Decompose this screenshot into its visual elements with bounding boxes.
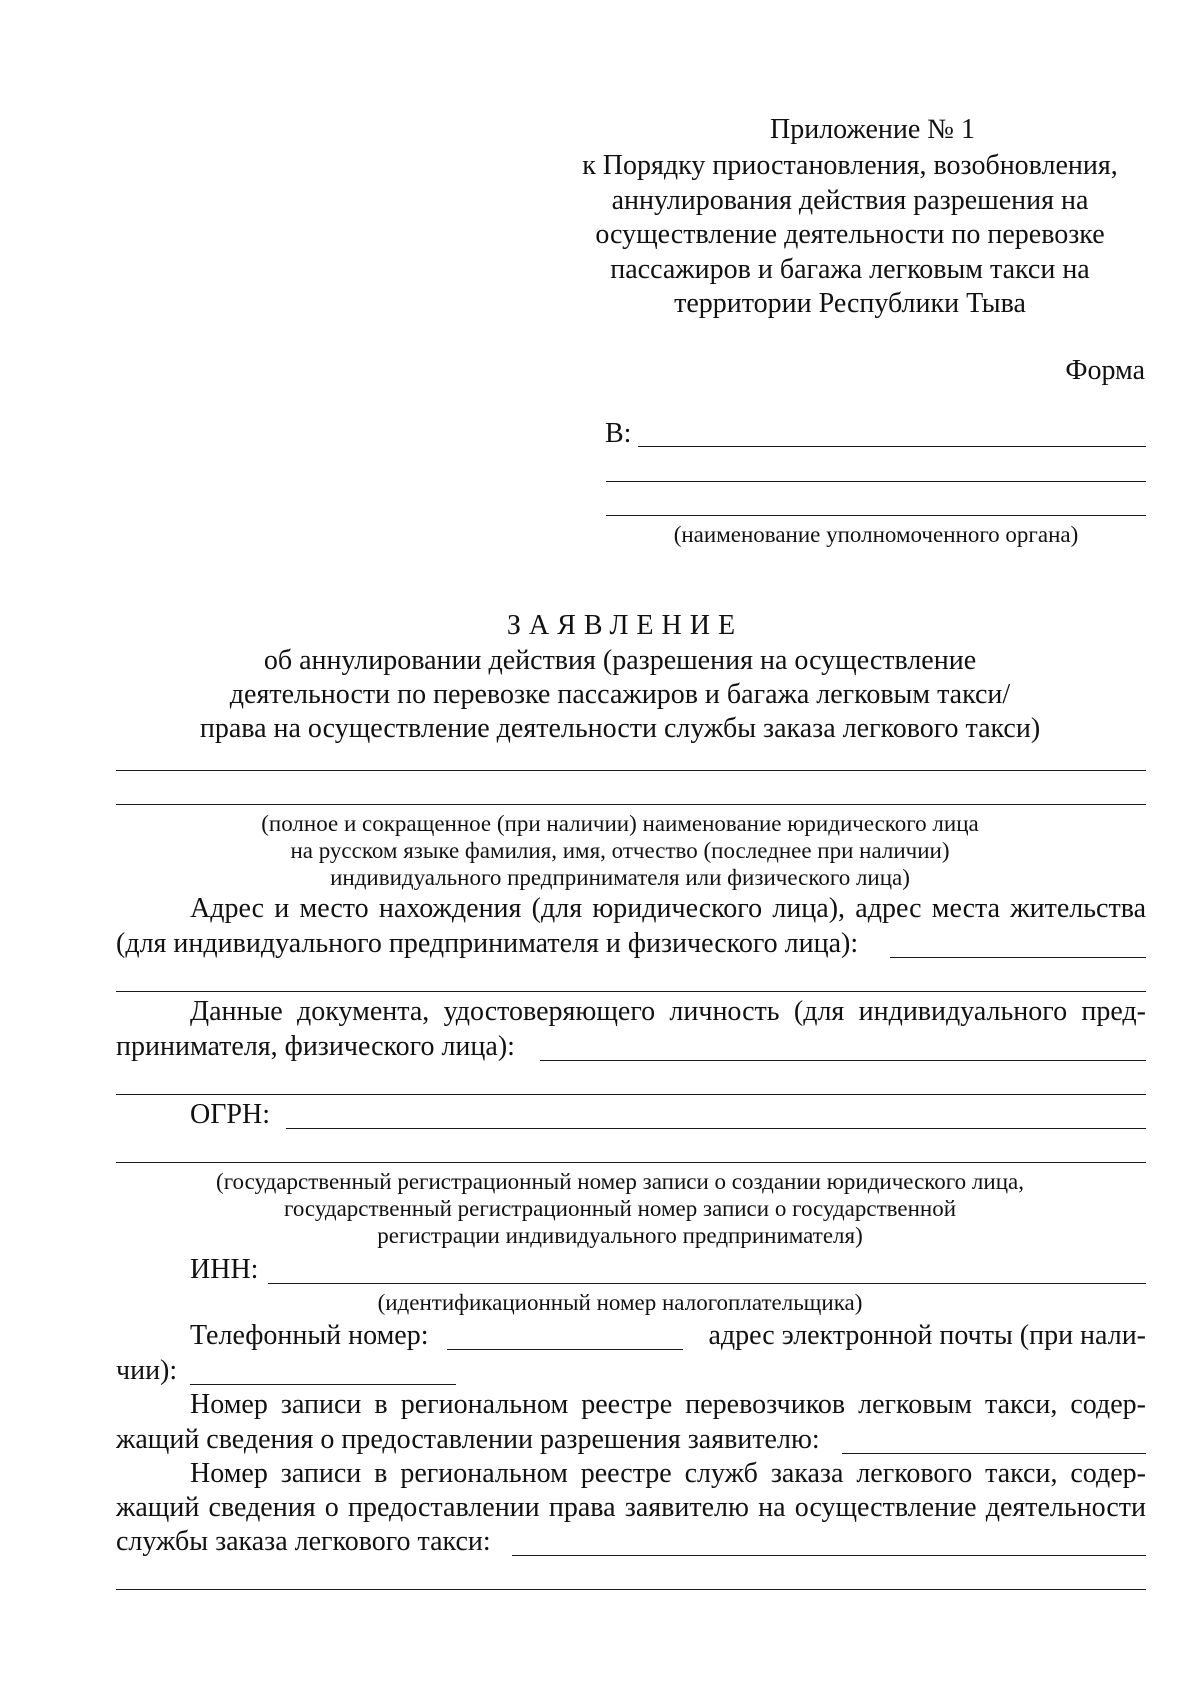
recipient-label: В: <box>605 418 632 449</box>
ogrn-field-line-2[interactable] <box>116 1162 1146 1163</box>
annex-line-5: территории Республики Тыва <box>674 288 1026 319</box>
inn-label: ИНН: <box>190 1254 259 1285</box>
annex-line-4: пассажиров и багажа легковым такси на <box>610 254 1090 285</box>
inn-caption: (идентификационный номер налогоплательщика) <box>377 1290 863 1315</box>
dispatch-registry-text-line-2: жащий сведения о предоставлении права заявителю на осуществление деятельности <box>116 1492 1146 1523</box>
carrier-registry-text-line-2: жащий сведения о предоставлении разрешения заявителю: <box>116 1424 820 1455</box>
recipient-field-line-3[interactable] <box>606 515 1146 516</box>
subtitle-line-1: об аннулировании действия (разрешения на осуществление <box>263 645 977 676</box>
annex-line-2: аннулирования действия разрешения на <box>611 185 1089 216</box>
ogrn-caption-line-1: (государственный регистрационный номер записи о создании юридического лица, <box>216 1169 1024 1194</box>
form-label: Форма <box>1065 355 1145 386</box>
dispatch-registry-field-line-2[interactable] <box>116 1589 1146 1590</box>
address-field-line-2[interactable] <box>116 991 1146 992</box>
dispatch-registry-text-line-3: службы заказа легкового такси: <box>116 1526 491 1557</box>
email-field-line[interactable] <box>190 1384 456 1385</box>
applicant-name-line-2[interactable] <box>116 804 1146 805</box>
applicant-name-line-1[interactable] <box>116 770 1146 771</box>
recipient-field-line-2[interactable] <box>606 481 1146 482</box>
applicant-caption-line-3: индивидуального предпринимателя или физического лица) <box>330 865 910 890</box>
address-field-line-1[interactable] <box>890 957 1146 958</box>
applicant-caption-line-2: на русском языке фамилия, имя, отчество (последнее при наличии) <box>290 838 950 863</box>
annex-line-1: к Порядку приостановления, возобновления, <box>582 150 1118 181</box>
email-label-continued: чии): <box>116 1355 178 1386</box>
applicant-caption-line-1: (полное и сокращенное (при наличии) наименование юридического лица <box>261 811 979 836</box>
carrier-registry-text-line-1: Номер записи в региональном реестре перевозчиков легковым такси, содер- <box>190 1389 1146 1420</box>
carrier-registry-field-line[interactable] <box>842 1453 1146 1454</box>
identity-doc-field-line-2[interactable] <box>116 1094 1146 1095</box>
annex-line-3: осуществление деятельности по перевозке <box>595 219 1105 250</box>
address-text-line-1: Адрес и место нахождения (для юридического лица), адрес места жительства <box>190 893 1146 924</box>
email-label: адрес электронной почты (при нали- <box>708 1320 1146 1351</box>
identity-doc-text-line-1: Данные документа, удостоверяющего личность (для индивидуального пред- <box>190 996 1146 1027</box>
inn-field-line[interactable] <box>268 1283 1146 1284</box>
dispatch-registry-text-line-1: Номер записи в региональном реестре служб заказа легкового такси, содер- <box>190 1458 1146 1489</box>
subtitle-line-3: права на осуществление деятельности службы заказа легкового такси) <box>199 713 1041 744</box>
ogrn-field-line-1[interactable] <box>286 1128 1146 1129</box>
ogrn-caption-line-3: регистрации индивидуального предпринимателя) <box>377 1223 863 1248</box>
identity-doc-text-line-2: принимателя, физического лица): <box>116 1031 515 1062</box>
address-text-line-2: (для индивидуального предпринимателя и физического лица): <box>116 928 859 959</box>
ogrn-caption-line-2: государственный регистрационный номер записи о государственной <box>284 1196 956 1221</box>
phone-label: Телефонный номер: <box>190 1320 429 1351</box>
subtitle-line-2: деятельности по перевозке пассажиров и багажа легковым такси/ <box>229 679 1011 710</box>
recipient-field-line-1[interactable] <box>638 446 1146 447</box>
phone-field-line[interactable] <box>447 1349 683 1350</box>
document-heading: ЗАЯВЛЕНИЕ <box>506 610 744 641</box>
recipient-caption: (наименование уполномоченного органа) <box>673 522 1079 547</box>
identity-doc-field-line-1[interactable] <box>540 1060 1146 1061</box>
ogrn-label: ОГРН: <box>190 1099 270 1130</box>
annex-title: Приложение № 1 <box>770 114 975 145</box>
dispatch-registry-field-line-1[interactable] <box>512 1555 1146 1556</box>
